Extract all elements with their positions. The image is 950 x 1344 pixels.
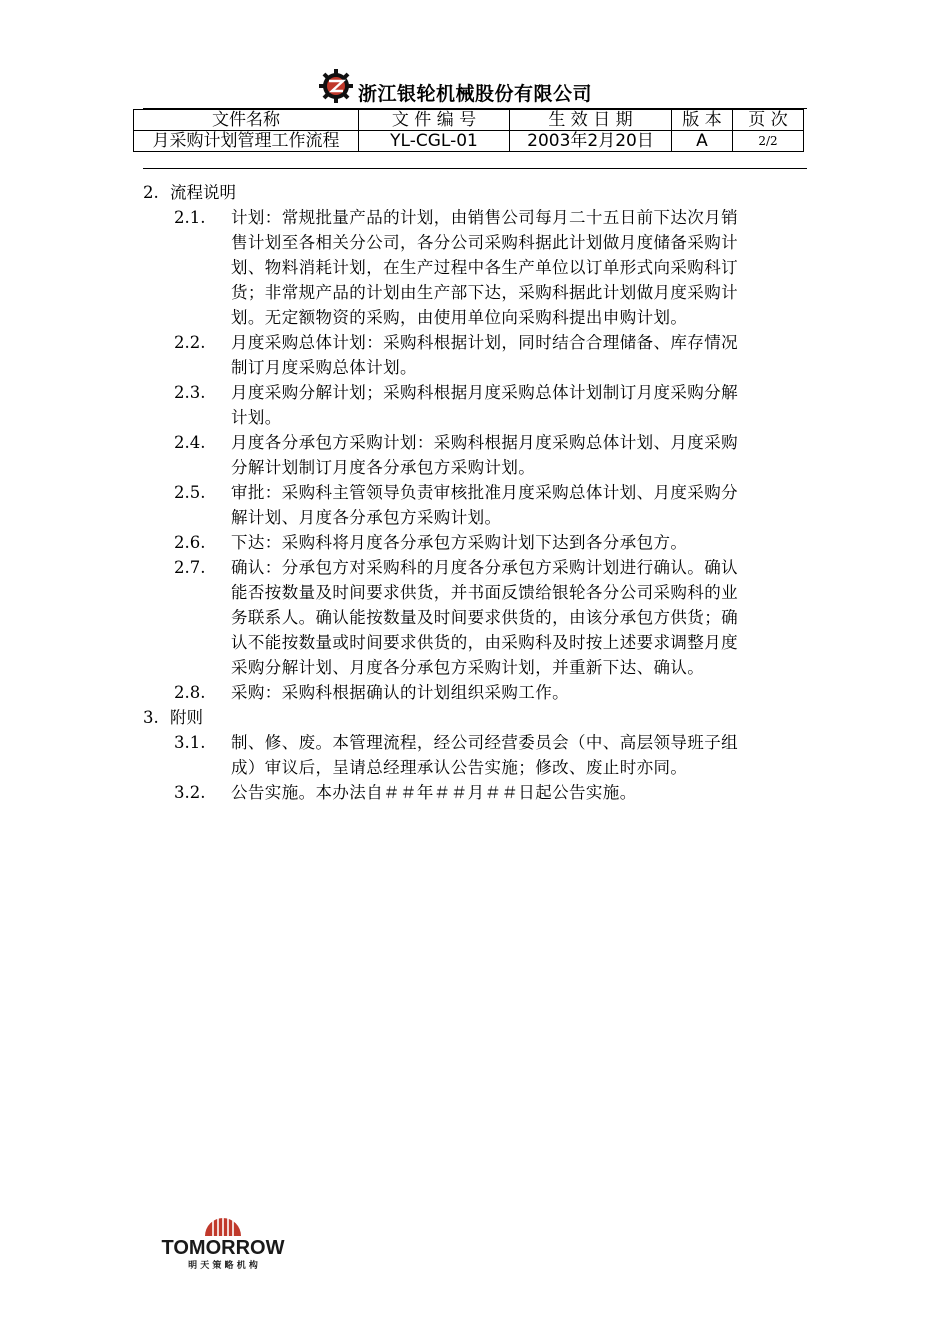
item-text-line: 下达：采购科将月度各分承包方采购计划下达到各分承包方。 <box>231 533 688 552</box>
list-item <box>174 680 814 705</box>
list-item <box>174 330 814 380</box>
item-number: 2.3. <box>174 383 206 402</box>
item-text-line: 审批：采购科主管领导负责审核批准月度采购总体计划、月度采购分 <box>231 483 738 502</box>
value-file-name: 月采购计划管理工作流程 <box>134 131 359 152</box>
label-page: 页 次 <box>733 110 804 131</box>
footer-logo-text: TOMORROW <box>161 1237 285 1259</box>
section-title: 流程说明 <box>170 183 236 202</box>
item-text-line: 月度各分承包方采购计划：采购科根据月度采购总体计划、月度采购 <box>231 433 738 452</box>
value-version: A <box>672 131 733 152</box>
section-number: 3. <box>143 708 159 727</box>
item-text-line: 能否按数量及时间要求供货，并书面反馈给银轮各分公司采购科的业 <box>231 583 738 602</box>
item-number: 2.7. <box>174 558 206 577</box>
item-text-line: 售计划至各相关分公司，各分公司采购科据此计划做月度储备采购计 <box>231 233 738 252</box>
header-bottom-rule <box>143 168 807 169</box>
label-file-name: 文件名称 <box>134 110 359 131</box>
list-item <box>174 205 814 330</box>
item-text-line: 划。无定额物资的采购，由使用单位向采购科提出申购计划。 <box>231 308 688 327</box>
list-item <box>174 730 814 780</box>
item-text-line: 月度采购分解计划；采购科根据月度采购总体计划制订月度采购分解 <box>231 383 738 402</box>
item-number: 2.2. <box>174 333 206 352</box>
item-number: 2.4. <box>174 433 206 452</box>
section-number: 2. <box>143 183 159 202</box>
item-text-line: 制、修、废。本管理流程，经公司经营委员会（中、高层领导班子组 <box>231 733 738 752</box>
label-effective-date: 生 效 日 期 <box>510 110 672 131</box>
list-item <box>174 380 814 430</box>
item-text-line: 分解计划制订月度各分承包方采购计划。 <box>231 458 536 477</box>
item-text-line: 划、物料消耗计划，在生产过程中各生产单位以订单形式向采购科订 <box>231 258 738 277</box>
footer-logo-subtext: 明 天 策 略 机 构 <box>188 1261 258 1270</box>
value-effective-date: 2003年2月20日 <box>510 131 672 152</box>
company-name: 浙江银轮机械股份有限公司 <box>358 82 593 105</box>
item-number: 3.2. <box>174 783 206 802</box>
item-number: 2.6. <box>174 533 206 552</box>
label-version: 版 本 <box>672 110 733 131</box>
info-value-row <box>134 131 804 152</box>
company-header <box>318 64 592 108</box>
item-text-line: 务联系人。确认能按数量及时间要求供货的，由该分承包方供货；确 <box>231 608 738 627</box>
section-heading <box>143 180 236 205</box>
label-file-number: 文 件 编 号 <box>359 110 510 131</box>
item-text-line: 认不能按数量或时间要求供货的，由采购科及时按上述要求调整月度 <box>231 633 738 652</box>
item-text-line: 货；非常规产品的计划由生产部下达，采购科据此计划做月度采购计 <box>231 283 738 302</box>
yinlun-gear-logo-icon <box>318 68 354 104</box>
list-item <box>174 780 814 805</box>
value-file-number: YL-CGL-01 <box>359 131 510 152</box>
item-number: 3.1. <box>174 733 206 752</box>
item-text-line: 制订月度采购总体计划。 <box>231 358 417 377</box>
section-title: 附则 <box>170 708 203 727</box>
document-info-table <box>133 109 804 152</box>
value-page: 2/2 <box>733 131 804 152</box>
section-heading <box>143 705 203 730</box>
item-text-line: 公告实施。本办法自＃＃年＃＃月＃＃日起公告实施。 <box>231 783 637 802</box>
item-number: 2.1. <box>174 208 206 227</box>
item-text-line: 月度采购总体计划：采购科根据计划，同时结合合理储备、库存情况 <box>231 333 738 352</box>
list-item <box>174 530 814 555</box>
item-text-line: 确认：分承包方对采购科的月度各分承包方采购计划进行确认。确认 <box>231 558 738 577</box>
item-text-line: 计划。 <box>231 408 282 427</box>
item-text-line: 成）审议后，呈请总经理承认公告实施；修改、废止时亦同。 <box>231 758 688 777</box>
list-item <box>174 555 814 680</box>
item-number: 2.5. <box>174 483 206 502</box>
tomorrow-logo-icon <box>143 1210 303 1270</box>
item-text-line: 采购：采购科根据确认的计划组织采购工作。 <box>231 683 569 702</box>
item-text-line: 采购分解计划、月度各分承包方采购计划，并重新下达、确认。 <box>231 658 705 677</box>
item-number: 2.8. <box>174 683 206 702</box>
info-header-row <box>134 110 804 131</box>
list-item <box>174 430 814 480</box>
list-item <box>174 480 814 530</box>
item-text-line: 计划：常规批量产品的计划，由销售公司每月二十五日前下达次月销 <box>231 208 738 227</box>
item-text-line: 解计划、月度各分承包方采购计划。 <box>231 508 502 527</box>
